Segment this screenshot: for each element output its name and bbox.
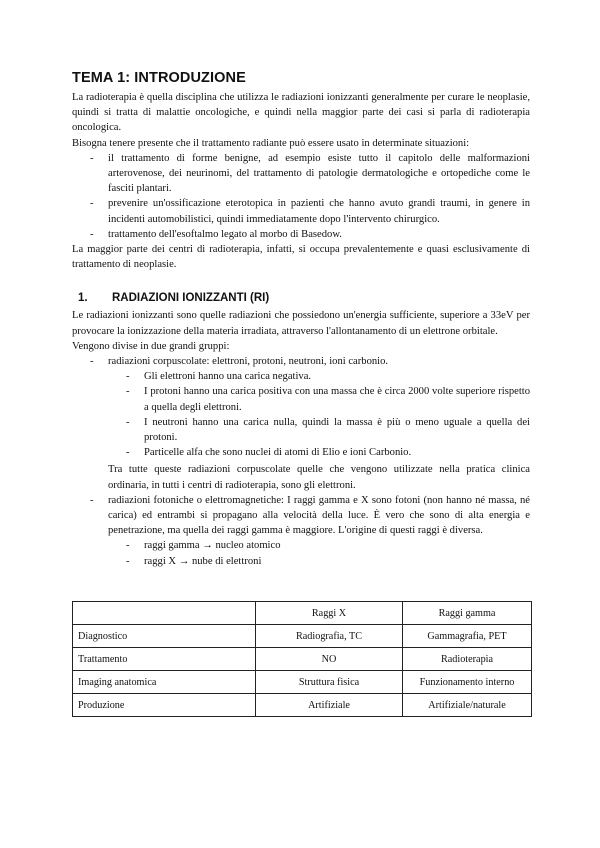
list-item: - prevenire un'ossificazione eterotopica in pazienti che hanno avuto grandi traumi, in genere in incidenti automobilistici, quindi immediatamente dopo l'intervento chirurgico. bbox=[72, 196, 530, 226]
list-item: - raggi gamma → nucleo atomico bbox=[108, 538, 530, 553]
table-cell: Produzione bbox=[73, 694, 256, 717]
list-item: - I neutroni hanno una carica nulla, quindi la massa è più o meno uguale a quella dei protoni. bbox=[108, 415, 530, 445]
page-title: TEMA 1: INTRODUZIONE bbox=[72, 70, 246, 86]
table-cell: Imaging anatomica bbox=[73, 671, 256, 694]
table-header-cell bbox=[73, 602, 256, 625]
list-item: - Particelle alfa che sono nuclei di atomi di Elio e ioni Carbonio. bbox=[108, 445, 530, 460]
corpuscolate-label: radiazioni corpuscolate: elettroni, protoni, neutroni, ioni carbonio. bbox=[108, 356, 389, 368]
table-cell: Funzionamento interno bbox=[403, 671, 532, 694]
section-paragraph-1: Le radiazioni ionizzanti sono quelle radiazioni che possiedono un'energia sufficiente, superiore a 33eV per provocare la ionizzazione della materia irradiata, attraverso l'allontanamento di un elettrone orbitale. bbox=[72, 310, 530, 337]
corpuscolate-sublist bbox=[108, 369, 530, 460]
table-cell: Diagnostico bbox=[73, 625, 256, 648]
fotoniche-label: radiazioni fotoniche o elettromagnetiche: I raggi gamma e X sono fotoni (non hanno né massa, né carica) ed entrambi si propagano alla velocità della luce. È vero che sono di alta energia e penetrazione, ma quella dei raggi gamma è maggiore. L'origine di questi raggi è diversa. bbox=[108, 494, 530, 537]
document-page bbox=[72, 70, 530, 569]
section-heading bbox=[72, 292, 530, 304]
comparison-table bbox=[72, 601, 532, 717]
table-header-cell: Raggi gamma bbox=[403, 602, 532, 625]
intro-paragraph-1: La radioterapia è quella disciplina che utilizza le radiazioni ionizzanti generalmente per curare le neoplasie, quindi si tratta di malattie oncologiche, e quindi nella maggior parte dei casi si parla di radioterapia oncologica. bbox=[72, 92, 530, 134]
table-cell: Struttura fisica bbox=[256, 671, 403, 694]
table-cell: Radiografia, TC bbox=[256, 625, 403, 648]
intro-bullet-list bbox=[72, 151, 530, 242]
table-cell: Trattamento bbox=[73, 648, 256, 671]
corpuscolate-note: Tra tutte queste radiazioni corpuscolate quelle che vengono utilizzate nella pratica clinica ordinaria, in tutti i centri di radioterapia, sono gli elettroni. bbox=[108, 464, 530, 491]
list-item-fotoniche bbox=[72, 493, 530, 569]
list-item: - raggi X → nube di elettroni bbox=[108, 554, 530, 569]
table-cell: Artifiziale/naturale bbox=[403, 694, 532, 717]
table-row bbox=[73, 671, 532, 694]
list-item: - Gli elettroni hanno una carica negativa. bbox=[108, 369, 530, 384]
intro-paragraph-2: Bisogna tenere presente che il trattamento radiante può essere usato in determinate situazioni: bbox=[72, 137, 470, 149]
table-row bbox=[73, 694, 532, 717]
table-cell: Gammagrafia, PET bbox=[403, 625, 532, 648]
table-cell: Radioterapia bbox=[403, 648, 532, 671]
fotoniche-sublist bbox=[108, 538, 530, 568]
table-row bbox=[73, 648, 532, 671]
list-item-corpuscolate bbox=[72, 354, 530, 493]
list-item: - I protoni hanno una carica positiva con una massa che è circa 2000 volte superiore rispetto a quella degli elettroni. bbox=[108, 384, 530, 414]
section-paragraph-2: Vengono divise in due grandi gruppi: bbox=[72, 340, 230, 352]
section-title: RADIAZIONI IONIZZANTI (RI) bbox=[112, 292, 270, 305]
intro-paragraph-3: La maggior parte dei centri di radioterapia, infatti, si occupa prevalentemente e quasi esclusivamente di trattamento di neoplasie. bbox=[72, 244, 530, 271]
table-cell: NO bbox=[256, 648, 403, 671]
table-header-cell: Raggi X bbox=[256, 602, 403, 625]
list-item: - il trattamento di forme benigne, ad esempio esiste tutto il capitolo delle malformazioni arterovenose, dei neurinomi, del trattamento di patologie dermatologiche e ortopediche come le fasciti plantari. bbox=[72, 151, 530, 197]
table-cell: Artifiziale bbox=[256, 694, 403, 717]
table-row bbox=[73, 625, 532, 648]
section-number: 1. bbox=[78, 292, 88, 305]
list-item: - trattamento dell'esoftalmo legato al morbo di Basedow. bbox=[72, 227, 530, 242]
radiation-groups-list bbox=[72, 354, 530, 569]
table-header-row bbox=[73, 602, 532, 625]
